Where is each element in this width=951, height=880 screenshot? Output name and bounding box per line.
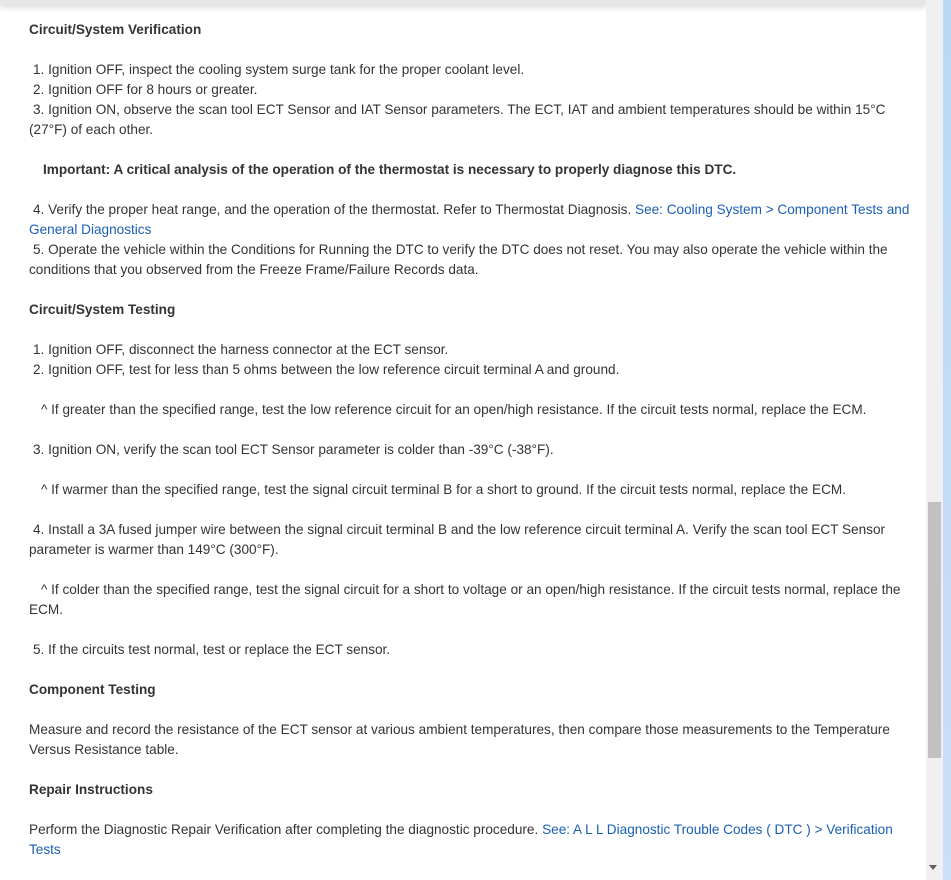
- list-item: 3. Ignition ON, observe the scan tool ECT Sensor and IAT Sensor parameters. The ECT, IAT and ambient temperatures should be within 15°C (27°F) of each other.: [29, 102, 886, 137]
- section-heading-verification: Circuit/System Verification: [29, 22, 202, 37]
- repair-text: Perform the Diagnostic Repair Verification after completing the diagnostic procedure.: [29, 822, 539, 837]
- list-item: 3. Ignition ON, verify the scan tool ECT Sensor parameter is colder than -39°C (-38°F).: [33, 442, 554, 457]
- important-note: Important: A critical analysis of the operation of the thermostat is necessary to properly diagnose this DTC.: [43, 162, 737, 177]
- scroll-down-arrow-icon[interactable]: [929, 865, 937, 870]
- list-item: 5. If the circuits test normal, test or replace the ECT sensor.: [33, 642, 391, 657]
- list-item: 1. Ignition OFF, inspect the cooling system surge tank for the proper coolant level.: [33, 62, 525, 77]
- sub-item: ^ If greater than the specified range, test the low reference circuit for an open/high resistance. If the circuit tests normal, replace the ECM.: [41, 402, 867, 417]
- list-item: 2. Ignition OFF, test for less than 5 ohms between the low reference circuit terminal A and ground.: [33, 362, 620, 377]
- section-heading-component: Component Testing: [29, 682, 156, 697]
- list-item: 4. Install a 3A fused jumper wire between the signal circuit terminal B and the low reference circuit terminal A. Verify the scan tool ECT Sensor parameter is warmer than 149°C (300°F).: [29, 522, 886, 557]
- list-item: 2. Ignition OFF for 8 hours or greater.: [33, 82, 258, 97]
- document-content: [29, 20, 914, 860]
- cooling-system-link[interactable]: See: Cooling System > Component Tests and General Diagnostics: [29, 202, 910, 237]
- section-heading-repair: Repair Instructions: [29, 782, 153, 797]
- repair-text-block: [29, 820, 914, 860]
- list-item: [29, 200, 914, 240]
- step-text: 4. Verify the proper heat range, and the operation of the thermostat. Refer to Thermostat Diagnosis.: [33, 202, 632, 217]
- section-heading-testing: Circuit/System Testing: [29, 302, 176, 317]
- scrollbar-thumb[interactable]: [928, 502, 941, 758]
- list-item: 1. Ignition OFF, disconnect the harness connector at the ECT sensor.: [33, 342, 449, 357]
- verification-tests-link[interactable]: See: A L L Diagnostic Trouble Codes ( DTC ) > Verification Tests: [29, 822, 893, 857]
- list-item: 5. Operate the vehicle within the Conditions for Running the DTC to verify the DTC does not reset. You may also operate the vehicle within the conditions that you observed from the Freeze Frame/Failure Records data.: [29, 242, 888, 277]
- component-text: Measure and record the resistance of the ECT sensor at various ambient temperatures, then compare those measurements to the Temperature Versus Resistance table.: [29, 722, 890, 757]
- sub-item: ^ If warmer than the specified range, test the signal circuit terminal B for a short to ground. If the circuit tests normal, replace the ECM.: [41, 482, 846, 497]
- window-frame: [943, 0, 951, 880]
- header-shadow-bar: [0, 0, 926, 5]
- sub-item: ^ If colder than the specified range, test the signal circuit for a short to voltage or an open/high resistance. If the circuit tests normal, replace the ECM.: [29, 582, 901, 617]
